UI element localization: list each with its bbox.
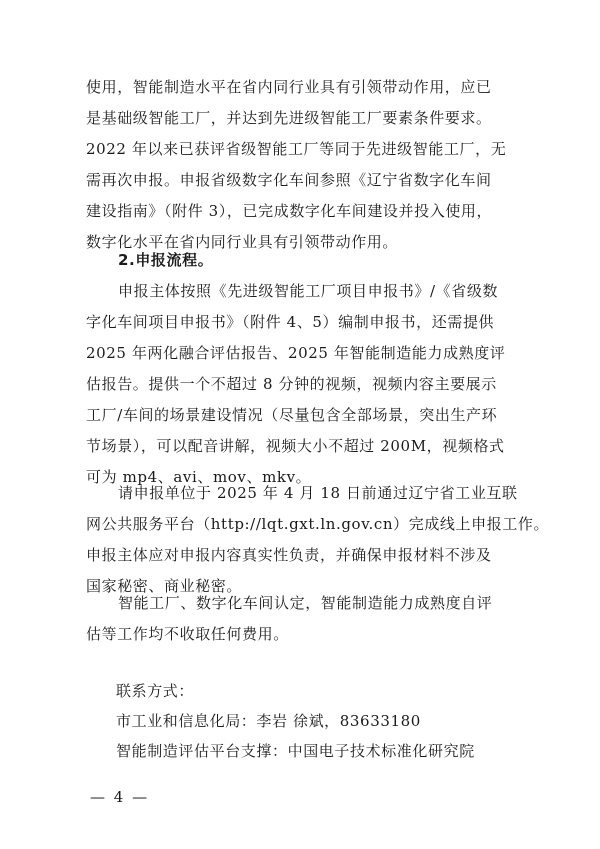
section-heading: 2.申报流程。	[118, 251, 214, 269]
text-line: 估等工作均不收取任何费用。	[86, 625, 289, 643]
text-line: 2022 年以来已获评省级智能工厂等同于先进级智能工厂，无	[86, 140, 507, 158]
text-line: 是基础级智能工厂，并达到先进级智能工厂要素条件要求。	[86, 109, 492, 127]
paragraph-process	[86, 276, 518, 493]
text-line: 申报主体应对申报内容真实性负责，并确保申报材料不涉及	[86, 546, 492, 564]
text-line: 建设指南》（附件 3），已完成数字化车间建设并投入使用，	[86, 202, 493, 220]
contact-title: 联系方式：	[116, 682, 195, 700]
text-line: 申报主体按照《先进级智能工厂项目申报书》/《省级数	[118, 282, 499, 300]
contact-bureau: 市工业和信息化局：李岩 徐斌，83633180	[116, 712, 421, 730]
paragraph-deadline	[86, 478, 550, 602]
text-line: 2025 年两化融合评估报告、2025 年智能制造能力成熟度评	[86, 344, 506, 362]
text-line: 需再次申报。申报省级数字化车间参照《辽宁省数字化车间	[86, 171, 492, 189]
text-line: 节场景），可以配音讲解，视频大小不超过 200M，视频格式	[86, 437, 505, 455]
text-line: 可为 mp4、avi、mov、mkv。	[86, 468, 312, 486]
text-line: 请申报单位于 2025 年 4 月 18 日前通过辽宁省工业互联	[118, 484, 518, 502]
text-line: 网公共服务平台（http://lqt.gxt.ln.gov.cn）完成线上申报工作。	[86, 515, 550, 533]
text-line: 国家秘密、商业秘密。	[86, 577, 243, 595]
paragraph-requirements	[86, 72, 518, 258]
page-number: — 4 —	[90, 788, 150, 806]
text-line: 字化车间项目申报书》（附件 4、5）编制申报书，还需提供	[86, 313, 495, 331]
paragraph-fees	[86, 588, 518, 650]
text-line: 数字化水平在省内同行业具有引领带动作用。	[86, 233, 399, 251]
section-heading-block	[86, 245, 518, 276]
contact-support: 智能制造评估平台支撑：中国电子技术标准化研究院	[116, 742, 475, 760]
text-line: 工厂/车间的场景建设情况（尽量包含全部场景，突出生产环	[86, 406, 498, 424]
text-line: 智能工厂、数字化车间认定，智能制造能力成熟度自评	[118, 594, 493, 612]
text-line: 使用，智能制造水平在省内同行业具有引领带动作用，应已	[86, 78, 492, 96]
text-line: 估报告。提供一个不超过 8 分钟的视频，视频内容主要展示	[86, 375, 497, 393]
